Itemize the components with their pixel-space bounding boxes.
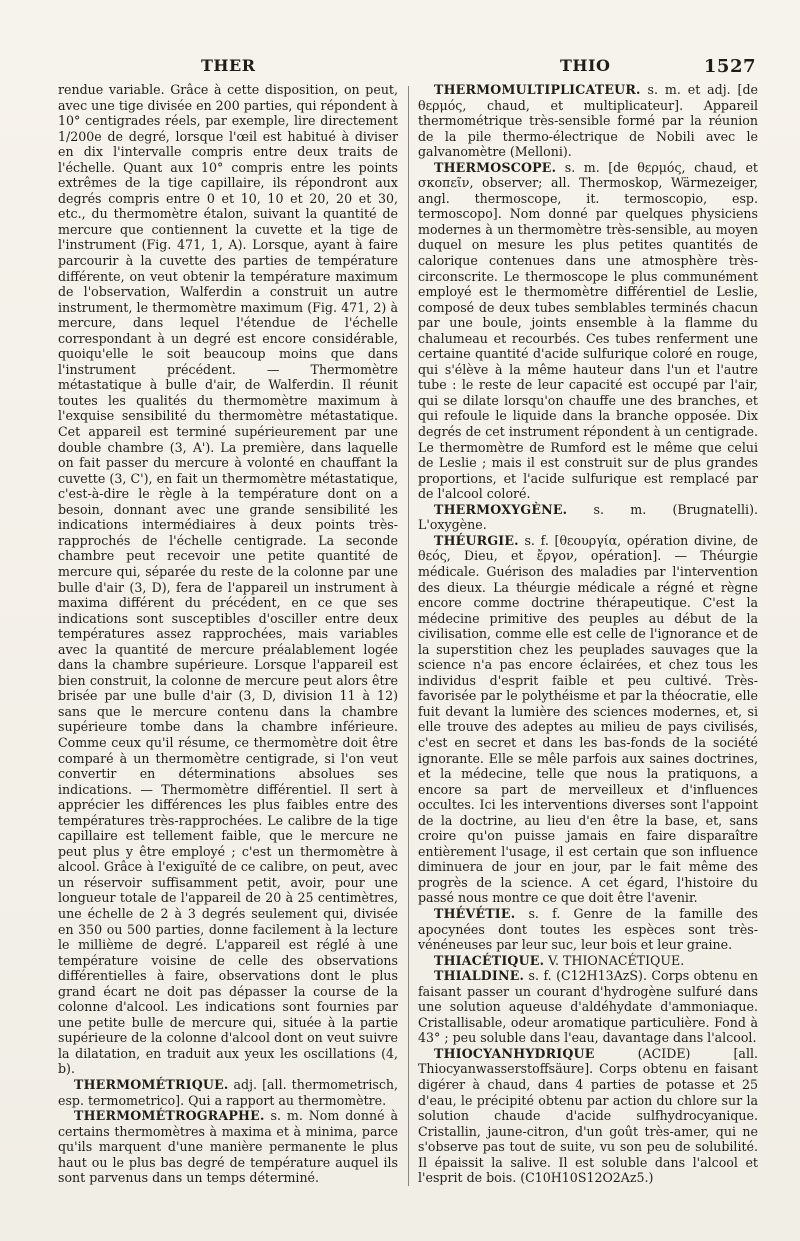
- entry-headword: THERMOMÉTRIQUE.: [74, 1077, 229, 1092]
- entry-headword: THERMOMÉTROGRAPHE.: [74, 1108, 265, 1124]
- entry-definition: adj. [all. thermometrisch, esp. termometrico]. Qui a rapport au thermomètre.: [58, 1077, 398, 1108]
- entry-definition: s. m. [de θερμός, chaud, et σκοπεῖν, observer; all. Thermoskop, Wärmezeiger, angl. thermoscope, it. termoscopio, esp. termoscopo]. Nom donné par quelques physiciens modernes à un thermomètre très-sensible, au moyen duquel on mesure les plus petites quantités de calorique contenues dans une atmosphère très-circonscrite. Le thermoscope le plus communément employé est le thermomètre différentiel de Leslie, composé de deux tubes semblables terminés chacun par une boule, joints ensemble à la flamme du chalumeau et recourbés. Ces tubes renferment une certaine quantité d'acide sulfurique coloré en rouge, qui s'élève à la même hauteur dans l'un et l'autre tube : le reste de leur capacité est occupé par l'air, qui se dilate lorsqu'on chauffe une des branches, et qui refoule le liquide dans la branche opposée. Dix degrés de cet instrument répondent à un centigrade. Le thermomètre de Rumford est le même que celui de Leslie ; mais il est construit sur de plus grandes proportions, et l'acide sulfurique est remplacé par de l'alcool coloré.: [418, 159, 758, 502]
- right-column: [418, 82, 758, 1186]
- page-number: 1527: [703, 56, 756, 77]
- entry-definition: s. m. Nom donné à certains thermomètres à maxima et à minima, parce qu'ils marquent d'une manière permanente le plus haut ou le plus bas degré de température auquel ils sont parvenus dans un temps déterminé.: [58, 1108, 398, 1186]
- dictionary-entry: [58, 1077, 398, 1108]
- header-right-guide-word: THIO: [560, 56, 611, 75]
- running-head: [58, 56, 756, 78]
- entry-headword: THIALDINE.: [434, 968, 525, 984]
- entry-definition: s. f. Genre de la famille des apocynées dont toutes les espèces sont très-vénéneuses par leur suc, leur bois et leur graine.: [418, 905, 758, 953]
- dictionary-entry: [418, 533, 758, 906]
- left-column: [58, 82, 398, 1186]
- entry-headword: THIOCYANHYDRIQUE: [434, 1045, 595, 1061]
- entry-definition: s. f. [θεουργία, opération divine, de θεός, Dieu, et ἔργον, opération]. — Théurgie médicale. Guérison des maladies par l'intervention des dieux. La théurgie médicale a régné et règne encore comme doctrine thérapeutique. C'est la médecine primitive des peuples au début de la civilisation, comme elle est celle de l'ignorance et de la superstition chez les peuplades sauvages que la science n'a pas encore éclairées, et chez tous les individus d'esprit faible et peu cultivé. Très-favorisée par le polythéisme et par la théocratie, elle fuit devant la lumière des sciences modernes, et, si elle trouve des adeptes au milieu de pays civilisés, c'est en secret et dans les bas-fonds de la société ignorante. Elle se mêle parfois aux saines doctrines, et la médecine, telle que nous la pratiquons, a encore sa part de merveilleux et d'influences occultes. Ici les interventions diverses sont l'appoint de la doctrine, au lieu d'en être la base, et, sans croire qu'on puisse jamais en faire disparaître entièrement l'usage, il est certain que son influence diminuera de jour en jour, par le fait même des progrès de la science. A cet égard, l'histoire du passé nous montre ce que doit être l'avenir.: [418, 532, 758, 906]
- entry-headword: THIACÉTIQUE.: [434, 952, 545, 968]
- entry-definition: s. m. (Brugnatelli). L'oxygène.: [418, 501, 758, 533]
- dictionary-entry: [418, 502, 758, 533]
- header-left-guide-word: THER: [201, 56, 256, 75]
- dictionary-entry: [418, 160, 758, 502]
- dictionary-entry: [418, 953, 758, 969]
- entry-headword: THÉURGIE.: [434, 532, 519, 548]
- dictionary-entry: [418, 906, 758, 953]
- entry-headword: THERMOMULTIPLICATEUR.: [434, 82, 641, 97]
- entry-headword: THÉVÉTIE.: [434, 905, 516, 921]
- entry-headword: THERMOXYGÈNE.: [434, 501, 568, 517]
- entry-definition: s. f. (C12H13AzS). Corps obtenu en faisant passer un courant d'hydrogène sulfuré dans une solution aqueuse d'aldéhydate d'ammoniaque. Cristallisable, odeur aromatique particulière. Fond à 43° ; peu soluble dans l'eau, davantage dans l'alcool.: [418, 968, 758, 1046]
- continuation-paragraph: rendue variable. Grâce à cette disposition, on peut, avec une tige divisée en 200 parties, qui répondent à 10° centigrades réels, par exemple, lire directement 1/200e de degré, lorsque l'œil est habitué à diviser en dix l'intervalle compris entre deux traits de l'échelle. Quant aux 10° compris entre les points extrêmes de la tige capillaire, ils répondront aux degrés compris entre 0 et 10, 10 et 20, 20 et 30, etc., du thermomètre étalon, suivant la quantité de mercure que contiennent la cuvette et la tige de l'instrument (Fig. 471, 1, A). Lorsque, ayant à faire parcourir à la cuvette des parties de température différente, on veut obtenir la température maximum de l'observation, Walferdin a construit un autre instrument, le thermomètre maximum (Fig. 471, 2) à mercure, dans lequel l'étendue de l'échelle correspondant à un degré est encore considérable, quoiqu'elle le soit beaucoup moins que dans l'instrument précédent. — Thermomètre métastatique à bulle d'air, de Walferdin. Il réunit toutes les qualités du thermomètre maximum à l'exquise sensibilité du thermomètre métastatique. Cet appareil est terminé supérieurement par une double chambre (3, A'). La première, dans laquelle on fait passer du mercure à volonté en chauffant la cuvette (3, C'), en fait un thermomètre métastatique, c'est-à-dire le règle à la température dont on a besoin, donnant avec une grande sensibilité les indications intermédiaires à deux points très-rapprochés de l'échelle centigrade. La seconde chambre peut recevoir une petite quantité de mercure qui, séparée du reste de la colonne par une bulle d'air (3, D), fera de l'appareil un instrument à maxima différent du précédent, en ce que ses indications sont susceptibles d'osciller entre deux températures assez rapprochées, mais variables avec la quantité de mercure préalablement logée dans la chambre supérieure. Lorsque l'appareil est bien construit, la colonne de mercure peut alors être brisée par une bulle d'air (3, D, division 11 à 12) sans que le mercure contenu dans la chambre supérieure tombe dans la chambre inférieure. Comme ceux qu'il résume, ce thermomètre doit être comparé à un thermomètre centigrade, si l'on veut convertir en déterminations absolues ses indications. — Thermomètre différentiel. Il sert à apprécier les différences les plus faibles entre des températures très-rapprochées. Le calibre de la tige capillaire est tellement faible, que le mercure ne peut plus y être employé ; c'est un thermomètre à alcool. Grâce à l'exiguïté de ce calibre, on peut, avec un réservoir suffisamment petit, avoir, pour une longueur totale de l'appareil de 20 à 25 centimètres, une échelle de 2 à 3 degrés seulement qui, divisée en 350 ou 500 parties, donne facilement à la lecture le millième de degré. L'appareil est réglé à une température voisine de celle des observations différentielles à faire, observations dont le plus grand écart ne doit pas dépasser la course de la colonne d'alcool. Les indications sont fournies par une petite bulle de mercure qui, située à la partie supérieure de la colonne d'alcool dont on veut suivre la dilatation, en traduit aux yeux les oscillations (4, b).: [58, 82, 398, 1077]
- entry-definition: V. THIONACÉTIQUE.: [544, 952, 685, 968]
- entry-definition: (ACIDE) [all. Thiocyanwasserstoffsäure]. Corps obtenu en faisant digérer à chaud, dans 4 parties de potasse et 25 d'eau, le précipité obtenu par action du chlore sur la solution chaude d'acide sulfhydrocyanique. Cristallin, jaune-citron, d'un goût très-amer, qui ne s'observe pas tout de suite, vu son peu de solubilité. Il épaissit la salive. Il est soluble dans l'alcool et l'esprit de bois. (C10H10S12O2Az5.): [418, 1045, 758, 1186]
- entry-headword: THERMOSCOPE.: [434, 159, 557, 175]
- dictionary-entry: [418, 1046, 758, 1186]
- entry-definition: s. m. et adj. [de θερμός, chaud, et multiplicateur]. Appareil thermométrique très-sensible formé par la réunion de la pile thermo-électrique de Nobili avec le galvanomètre (Melloni).: [418, 82, 758, 160]
- column-divider: [408, 86, 409, 1186]
- dictionary-entry: [418, 968, 758, 1046]
- dictionary-entry: [418, 82, 758, 160]
- dictionary-entry: [58, 1108, 398, 1186]
